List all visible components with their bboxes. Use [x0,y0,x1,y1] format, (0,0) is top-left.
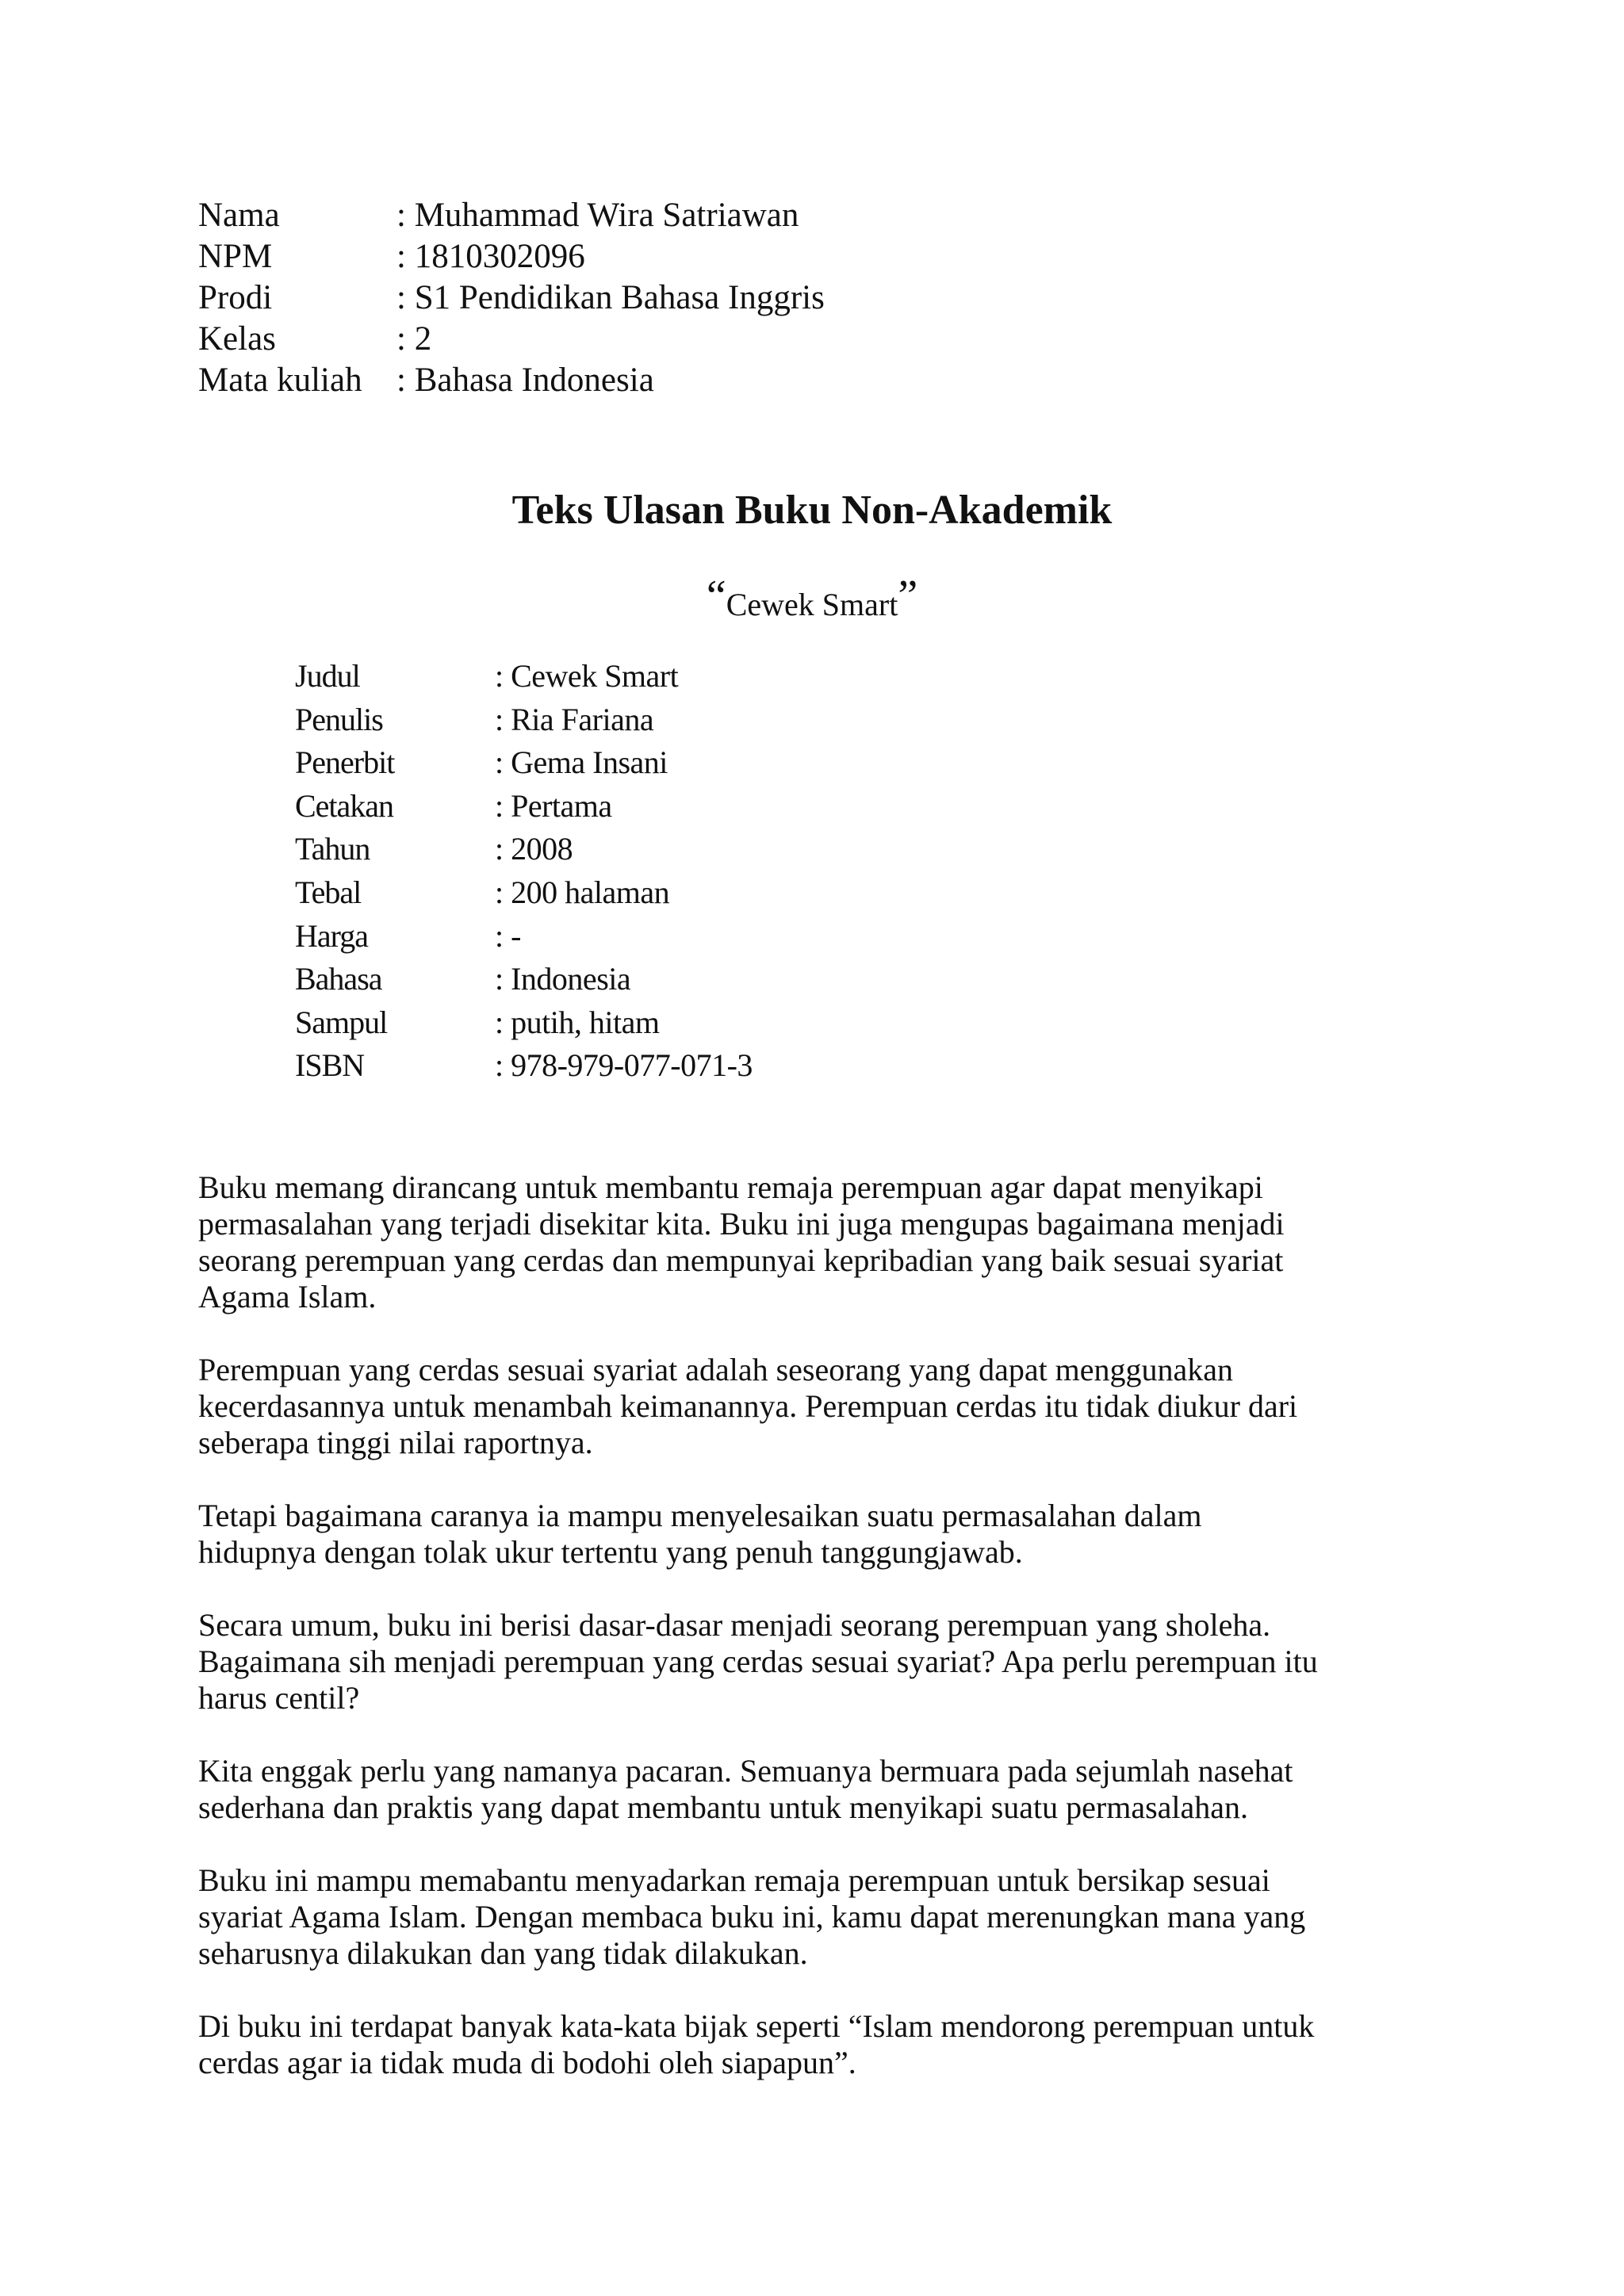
book-detail-label: Penerbit [295,744,395,781]
paragraph-line: Di buku ini terdapat banyak kata-kata bijak seperti “Islam mendorong perempuan untuk [198,2008,1315,2044]
book-detail-label: Bahasa [295,961,382,997]
subtitle-close-quote: ” [898,572,918,621]
paragraph-line: cerdas agar ia tidak muda di bodohi oleh siapapun”. [198,2045,856,2080]
paragraph-line: seorang perempuan yang cerdas dan mempunyai kepribadian yang baik sesuai syariat [198,1242,1284,1278]
book-details [295,655,1247,1088]
book-subtitle [0,572,1624,629]
book-detail-label: Cetakan [295,787,394,824]
paragraph-line: seharusnya dilakukan dan yang tidak dilakukan. [198,1935,808,1971]
student-info-row [198,277,1308,319]
subtitle-open-quote: “ [706,572,726,621]
student-info-value: : S1 Pendidikan Bahasa Inggris [396,279,825,316]
paragraph-line: syariat Agama Islam. Dengan membaca buku ini, kamu dapat merenungkan mana yang [198,1899,1306,1934]
book-detail-label: Penulis [295,701,383,737]
student-info-row [198,195,1308,236]
book-detail-row [295,1001,1247,1045]
review-paragraph [198,1169,1459,1315]
book-detail-row [295,655,1247,698]
review-paragraph [198,1753,1459,1826]
book-detail-value: : putih, hitam [495,1004,660,1040]
review-paragraph [198,1498,1459,1571]
book-detail-value: : Ria Fariana [495,701,654,737]
book-detail-label: ISBN [295,1047,365,1084]
review-paragraph [198,1352,1459,1461]
student-info-row [198,236,1308,277]
review-body [198,1169,1459,2118]
student-info-label: Kelas [198,320,276,358]
book-detail-value: : - [495,917,521,954]
paragraph-line: Buku memang dirancang untuk membantu remaja perempuan agar dapat menyikapi [198,1169,1263,1205]
student-info-value: : Bahasa Indonesia [396,362,654,399]
document-title: Teks Ulasan Buku Non-Akademik [511,488,1113,533]
paragraph-line: Secara umum, buku ini berisi dasar-dasar menjadi seorang perempuan yang sholeha. [198,1607,1271,1643]
student-info-label: Mata kuliah [198,362,362,399]
student-info-value: : 1810302096 [396,238,585,275]
book-detail-label: Harga [295,917,368,954]
student-info-value: : 2 [396,320,432,358]
paragraph-line: Buku ini mampu memabantu menyadarkan remaja perempuan untuk bersikap sesuai [198,1862,1270,1898]
book-detail-value: : Pertama [495,787,612,824]
paragraph-line: seberapa tinggi nilai raportnya. [198,1425,593,1460]
review-paragraph [198,1862,1459,1972]
paragraph-line: Agama Islam. [198,1279,377,1314]
subtitle-text: Cewek Smart [726,587,898,622]
review-paragraph [198,2008,1459,2081]
paragraph-line: Tetapi bagaimana caranya ia mampu menyelesaikan suatu permasalahan dalam [198,1498,1202,1533]
book-detail-row [295,915,1247,959]
book-detail-label: Sampul [295,1004,388,1040]
book-detail-value: : 2008 [495,831,573,867]
book-detail-row [295,828,1247,871]
paragraph-line: hidupnya dengan tolak ukur tertentu yang penuh tanggungjawab. [198,1534,1023,1570]
paragraph-line: harus centil? [198,1680,360,1716]
student-info [198,195,1308,401]
paragraph-line: Kita enggak perlu yang namanya pacaran. Semuanya bermuara pada sejumlah nasehat [198,1753,1293,1789]
student-info-label: NPM [198,238,273,275]
book-detail-row [295,958,1247,1001]
book-detail-value: : Gema Insani [495,744,668,781]
review-paragraph [198,1607,1459,1716]
paragraph-line: Bagaimana sih menjadi perempuan yang cerdas sesuai syariat? Apa perlu perempuan itu [198,1644,1318,1679]
paragraph-line: sederhana dan praktis yang dapat membantu untuk menyikapi suatu permasalahan. [198,1789,1249,1825]
student-info-row [198,360,1308,401]
book-detail-row [295,1044,1247,1088]
book-detail-label: Tahun [295,831,370,867]
paragraph-line: permasalahan yang terjadi disekitar kita. Buku ini juga mengupas bagaimana menjadi [198,1206,1285,1242]
student-info-label: Prodi [198,279,273,316]
book-detail-row [295,785,1247,828]
book-detail-row [295,741,1247,785]
book-detail-value: : Indonesia [495,961,631,997]
paragraph-line: kecerdasannya untuk menambah keimanannya. Perempuan cerdas itu tidak diukur dari [198,1388,1298,1424]
book-detail-value: : 978-979-077-071-3 [495,1047,753,1084]
book-detail-label: Judul [295,658,360,694]
book-detail-row [295,871,1247,915]
book-detail-value: : Cewek Smart [495,658,679,694]
student-info-row [198,319,1308,360]
paragraph-line: Perempuan yang cerdas sesuai syariat adalah seseorang yang dapat menggunakan [198,1352,1234,1387]
book-detail-label: Tebal [295,874,362,910]
book-detail-row [295,698,1247,742]
student-info-label: Nama [198,197,280,234]
book-detail-value: : 200 halaman [495,874,670,910]
student-info-value: : Muhammad Wira Satriawan [396,197,799,234]
